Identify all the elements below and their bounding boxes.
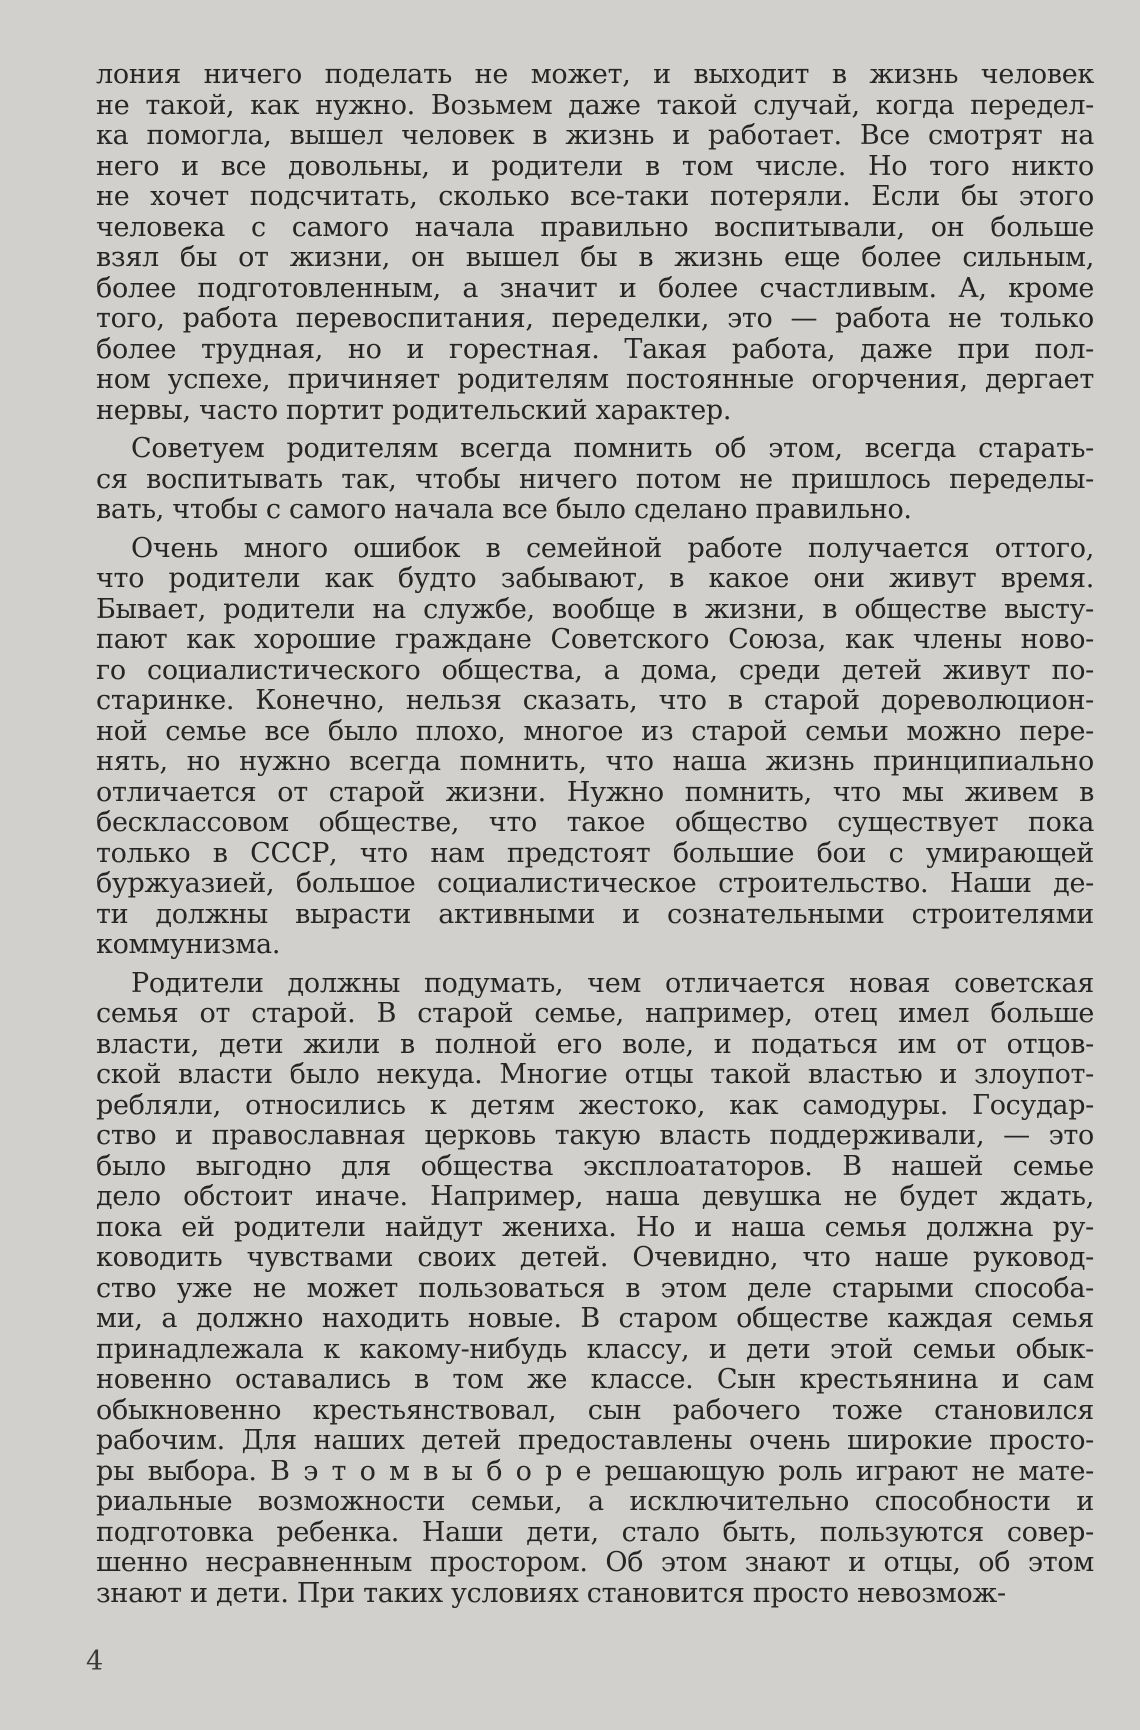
text-line: нять, но нужно всегда помнить, что наша жизнь принципиально (96, 746, 1094, 777)
text-line: нервы, часто портит родительский характер. (96, 394, 732, 426)
text-line: ры выбора. В э т о м в ы б о р е решающую роль играют не мате- (96, 1455, 1094, 1487)
text-line: знают и дети. При таких условиях становится просто невозмож- (96, 1577, 1006, 1609)
text-line: рабочим. Для наших детей предоставлены очень широкие просто- (96, 1425, 1094, 1456)
text-line: не хочет подсчитать, сколько все-таки потеряли. Если бы этого (96, 181, 1094, 212)
text-line: принадлежала к какому-нибудь классу, и дети этой семьи обык- (96, 1333, 1094, 1365)
page-number: 4 (86, 1646, 104, 1677)
text-line: пают как хорошие граждане Советского Союза, как члены ново- (96, 624, 1094, 655)
text-line: буржуазией, большое социалистическое строительство. Наши де- (96, 868, 1094, 899)
text-line: шенно несравненным простором. Об этом знают и отцы, об этом (96, 1547, 1094, 1578)
text-line: ти должны вырасти активными и сознательными строителями (96, 898, 1094, 930)
text-line: власти, дети жили в полной его воле, и податься им от отцов- (96, 1028, 1094, 1060)
text-line: что родители как будто забывают, в какое они живут время. (96, 563, 1094, 594)
text-line: семья от старой. В старой семье, например, отец имел больше (96, 998, 1094, 1029)
text-line: дело обстоит иначе. Например, наша девушка не будет ждать, (96, 1181, 1094, 1212)
text-line: только в СССР, что нам предстоят большие бои с умирающей (96, 837, 1094, 869)
text-line: ка помогла, вышел человек в жизнь и работает. Все смотрят на (96, 120, 1094, 151)
text-line: более подготовленным, а значит и более счастливым. А, кроме (96, 272, 1094, 304)
text-line: не такой, как нужно. Возьмем даже такой случай, когда передел- (96, 89, 1094, 121)
paragraph (96, 534, 1094, 961)
text-line: него и все довольны, и родители в том числе. Но того никто (96, 150, 1094, 182)
text-line: ной семье все было плохо, многое из старой семьи можно пере- (96, 715, 1094, 747)
text-line: вать, чтобы с самого начала все было сделано правильно. (96, 494, 912, 525)
text-line: Родители должны подумать, чем отличается новая советская (131, 967, 1094, 999)
text-line: того, работа перевоспитания, переделки, это — работа не только (96, 303, 1094, 334)
text-line: более трудная, но и горестная. Такая работа, даже при пол- (96, 333, 1094, 365)
text-line: коммунизма. (96, 929, 281, 960)
text-line: взял бы от жизни, он вышел бы в жизнь еще более сильным, (96, 242, 1094, 273)
text-line: ководить чувствами своих детей. Очевидно, что наше руковод- (96, 1242, 1094, 1273)
text-line: ся воспитывать так, чтобы ничего потом не пришлось переделы- (96, 463, 1094, 495)
text-line: новенно оставались в том же классе. Сын крестьянина и сам (96, 1364, 1094, 1395)
text-line: человека с самого начала правильно воспитывали, он больше (96, 211, 1094, 243)
paragraph (96, 969, 1094, 1610)
text-line: ми, а должно находить новые. В старом обществе каждая семья (96, 1303, 1094, 1334)
text-line: Очень много ошибок в семейной работе получается оттого, (131, 532, 1094, 564)
text-line: ской власти было некуда. Многие отцы такой властью и злоупот- (96, 1059, 1094, 1090)
text-line: было выгодно для общества эксплоататоров. В нашей семье (96, 1150, 1094, 1182)
text-line: отличается от старой жизни. Нужно помнить, что мы живем в (96, 776, 1094, 808)
text-line: Бывает, родители на службе, вообще в жизни, в обществе высту- (96, 593, 1094, 625)
text-line: ребляли, относились к детям жестоко, как самодуры. Государ- (96, 1089, 1094, 1121)
text-line: лония ничего поделать не может, и выходит в жизнь человек (96, 59, 1094, 90)
text-line: Советуем родителям всегда помнить об этом, всегда старать- (131, 433, 1094, 464)
text-line: пока ей родители найдут жениха. Но и наша семья должна ру- (96, 1211, 1094, 1243)
text-line: риальные возможности семьи, а исключительно способности и (96, 1486, 1094, 1517)
text-line: ство уже не может пользоваться в этом деле старыми способа- (96, 1272, 1094, 1304)
text-line: обыкновенно крестьянствовал, сын рабочего тоже становился (96, 1394, 1094, 1426)
paragraph (96, 434, 1094, 526)
text-line: подготовка ребенка. Наши дети, стало быть, пользуются совер- (96, 1516, 1094, 1548)
text-line: ство и православная церковь такую власть поддерживали, — это (96, 1120, 1094, 1151)
text-line: ном успехе, причиняет родителям постоянные огорчения, дергает (96, 364, 1094, 395)
text-line: го социалистического общества, а дома, среди детей живут по- (96, 654, 1094, 686)
page-body (96, 60, 1094, 1690)
paragraph (96, 60, 1094, 426)
text-line: бесклассовом обществе, что такое общество существует пока (96, 807, 1094, 838)
text-line: старинке. Конечно, нельзя сказать, что в старой дореволюцион- (96, 685, 1094, 716)
